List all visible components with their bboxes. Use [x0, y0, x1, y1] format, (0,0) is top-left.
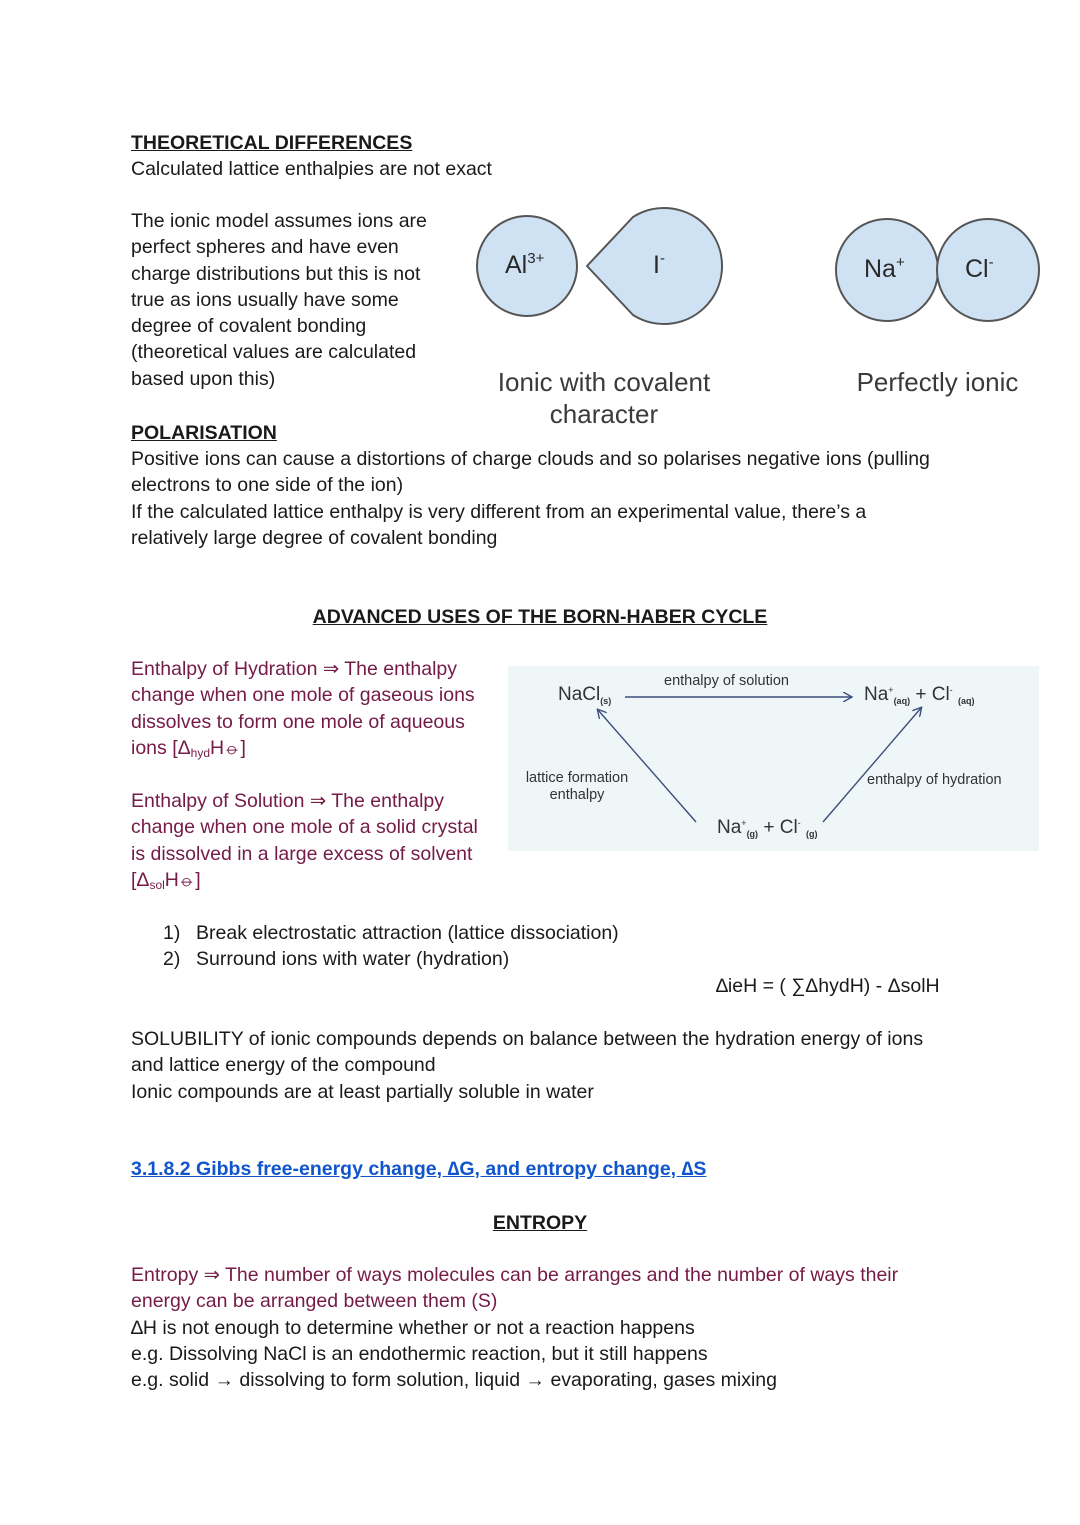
theoretical-line: Calculated lattice enthalpies are not exact	[131, 158, 492, 180]
definition-line: Entropy ⇒ The number of ways molecules can be arranges and the number of ways their	[131, 1264, 899, 1286]
paragraph-line: Positive ions can cause a distortions of charge clouds and so polarises negative ions (pulling	[131, 448, 930, 470]
paragraph-line: charge distributions but this is not	[131, 262, 421, 285]
paragraph-line: ∆H is not enough to determine whether or not a reaction happens	[131, 1316, 695, 1339]
paragraph-line: perfect spheres and have even	[131, 236, 399, 259]
definition-line: change when one mole of gaseous ions	[131, 684, 475, 707]
born-haber-heading: ADVANCED USES OF THE BORN-HABER CYCLE	[312, 606, 768, 628]
paragraph-line: e.g. solid → dissolving to form solution, liquid → evaporating, gases mixing	[131, 1369, 777, 1392]
hydration-cycle-diagram	[508, 666, 1039, 851]
list-item: 1) Break electrostatic attraction (lattice dissociation)	[163, 922, 619, 944]
definition-symbol: $[\Delta_{sol}H⦵]$	[131, 868, 201, 892]
definition-line: energy can be arranged between them (S)	[131, 1290, 498, 1313]
polarisation-heading: POLARISATION	[131, 422, 277, 444]
paragraph-line: degree of covalent bonding	[131, 315, 367, 338]
list-item: 2) Surround ions with water (hydration)	[163, 948, 510, 971]
cl-ion-label: Cl-	[965, 254, 994, 283]
theoretical-differences-heading: THEORETICAL DIFFERENCES	[131, 132, 413, 154]
polarisation-paragraph	[131, 446, 930, 551]
definition-line: Enthalpy of Hydration ⇒ The enthalpy	[131, 658, 458, 680]
paragraph-line: and lattice energy of the compound	[131, 1054, 436, 1077]
hydration-arrow	[823, 708, 921, 822]
solution-definition	[131, 788, 478, 898]
paragraph-line: (theoretical values are calculated	[131, 341, 417, 364]
lattice-arrow	[598, 710, 696, 822]
definition-line: is dissolved in a large excess of solvent	[131, 842, 473, 865]
ionic-model-paragraph	[131, 208, 427, 392]
definition-line: change when one mole of a solid crystal	[131, 816, 478, 839]
paragraph-line: electrons to one side of the ion)	[131, 474, 404, 497]
definition-line: dissolves to form one mole of aqueous	[131, 710, 465, 733]
enthalpy-hydration-label: enthalpy of hydration	[867, 772, 1002, 788]
perfectly-ionic-caption: Perfectly ionic	[856, 367, 1019, 397]
enthalpy-solution-label: enthalpy of solution	[664, 673, 789, 689]
lattice-formation-label: lattice formation enthalpy	[525, 770, 629, 803]
covalent-character-caption: Ionic with covalent character	[497, 367, 711, 429]
solubility-paragraph	[131, 1026, 923, 1105]
entropy-paragraph	[131, 1262, 898, 1393]
ion-shapes-diagram	[470, 195, 1050, 345]
definition-line: Enthalpy of Solution ⇒ The enthalpy	[131, 790, 445, 812]
gaseous-ions-label: $Na^+_{(g)} + Cl^-$ $_{(g)}$	[717, 817, 818, 839]
paragraph-line: The ionic model assumes ions are	[131, 210, 427, 232]
paragraph-line: relatively large degree of covalent bonding	[131, 526, 498, 549]
hydration-definition	[131, 656, 475, 766]
paragraph-line: based upon this)	[131, 367, 276, 390]
gibbs-section-link[interactable]: 3.1.8.2 Gibbs free-energy change, ∆G, and entropy change, ∆S	[131, 1158, 707, 1180]
definition-symbol: ions $[\Delta_{hyd}H⦵]$	[131, 736, 246, 760]
enthalpy-equation: ∆ieH = ( ∑ΔhydH) - ΔsolH	[716, 975, 940, 997]
paragraph-line: Ionic compounds are at least partially soluble in water	[131, 1080, 594, 1103]
dissolving-steps-list	[163, 920, 619, 973]
paragraph-line: If the calculated lattice enthalpy is very different from an experimental value, there’s a	[131, 500, 867, 523]
entropy-heading: ENTROPY	[492, 1212, 588, 1234]
nacl-solid-label: NaCl$_{(s)}$	[558, 684, 612, 706]
paragraph-line: SOLUBILITY of ionic compounds depends on balance between the hydration energy of ions	[131, 1028, 924, 1050]
na-ion-label: Na+	[864, 254, 905, 283]
al-ion-label: $Al^{3+}$	[505, 250, 545, 279]
paragraph-line: e.g. Dissolving NaCl is an endothermic reaction, but it still happens	[131, 1342, 708, 1365]
iodide-ion-label: I-	[653, 250, 665, 279]
paragraph-line: true as ions usually have some	[131, 288, 399, 311]
aqueous-ions-label: $Na^+_{(aq)} + Cl^-$ $_{(aq)}$	[864, 684, 975, 706]
